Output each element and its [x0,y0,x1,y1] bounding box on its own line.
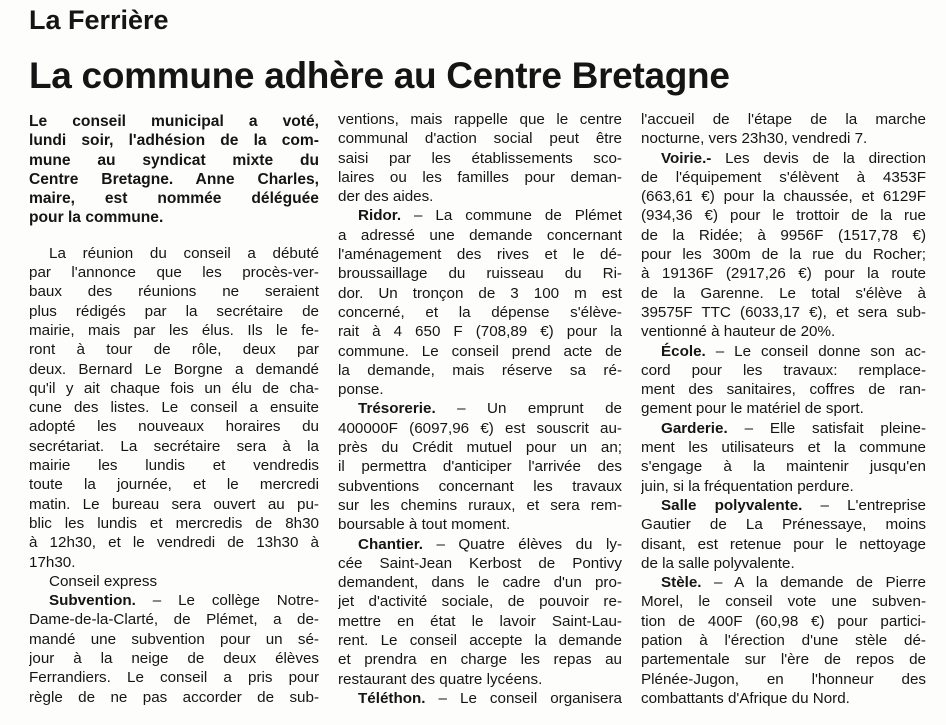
body-text: concerné, et la dépense s'élève- [338,303,622,321]
text-line [641,592,926,611]
body-text: rent. Le conseil accepte la demande [338,632,622,650]
body-text: communal d'action social peut être [338,130,622,148]
body-text: ment des sanitaires, coffres de ran- [641,381,926,399]
text-line [641,515,926,534]
body-text: sur les chemins ruraux, et sera rem- [338,496,622,514]
subhead-label: Salle polyvalente. [661,496,803,514]
subhead-label: Téléthon. [358,689,426,707]
body-text: subventions concernant les travaux [338,477,622,495]
text-line [29,514,319,533]
body-text: jour à la neige de deux élèves [29,650,319,668]
text-line [29,379,319,398]
text-line [641,187,926,206]
text-line [641,399,926,418]
text-line [641,149,926,168]
body-text: l'accueil de l'étape de la marche [641,111,926,128]
body-text: ventionné à hauteur de 20%. [641,323,836,341]
text-line [338,477,622,496]
text-line [338,535,622,554]
text-line [641,168,926,187]
text-line [29,495,319,514]
text-line [641,554,926,573]
article-column-1 [29,112,319,707]
text-line [338,245,622,264]
body-text: partementale sur l'ère de repos de [641,651,926,669]
body-text: ment les utilisateurs et la commune [641,439,926,457]
paragraph-gap [29,228,319,244]
text-line [641,631,926,650]
lead-text: Le conseil municipal a voté, [29,113,319,130]
body-text: il permettra d'anticiper l'arrivée des [338,458,622,476]
text-line [29,263,319,282]
body-text: jet d'activité sociale, de pouvoir re- [338,593,622,611]
section-kicker: La Ferrière [29,5,169,35]
text-line [641,226,926,245]
body-text: Morel, le conseil vote une subven- [641,593,926,611]
body-text: 39575F TTC (6033,17 €), et sera sub- [641,303,926,321]
body-text: juin, si la fréquentation perdure. [641,477,854,495]
text-line [29,688,319,707]
text-line [29,475,319,494]
subhead-label: Chantier. [358,535,423,553]
body-text: adopté les nouveaux horaires du [29,418,319,436]
text-line [29,302,319,321]
body-text: – Elle satisfait pleine- [727,419,926,437]
body-text: cune des listes. Le conseil a ensuite [29,399,319,417]
body-text: et prendra en charge les repas au [338,651,622,669]
body-text: – Le collège Notre- [135,592,319,610]
text-line [641,284,926,303]
body-text: – A la demande de Pierre [701,574,926,592]
text-line [338,399,622,418]
text-line [338,149,622,168]
text-line [338,554,622,573]
text-line [338,264,622,283]
body-text: laires ou les familles pour deman- [338,168,622,186]
body-text: mettre en état le lavoir Saint-Lau- [338,612,622,630]
text-line [338,206,622,225]
article-column-3 [641,110,926,708]
body-text: plus rédigés par la secrétaire de [29,302,319,320]
text-line [338,573,622,592]
body-text: de l'équipement s'élèvent à 4353F [641,168,926,186]
body-text: – Quatre élèves du ly- [422,535,622,553]
text-line [641,670,926,689]
lead-text: lundi soir, l'adhésion de la com- [29,132,319,150]
body-text: – Le conseil organisera [425,689,622,707]
text-line [641,535,926,554]
text-line [29,630,319,649]
body-text: rait à 4 650 F (708,89 €) pour la [338,323,622,341]
body-text: – La commune de Plémet [401,207,622,225]
subhead-label: Garderie. [661,419,728,437]
text-line [641,650,926,669]
text-line [338,110,622,129]
body-text: commune. Le conseil prend acte de [338,342,622,360]
text-line [338,650,622,669]
body-text: la demande, mais réserve sa ré- [338,361,622,379]
text-line [641,264,926,283]
text-line [338,419,622,438]
text-line [641,612,926,631]
body-text: toute la journée, et le mercredi [29,476,319,494]
body-text: ventions, mais rappelle que le centre [338,111,622,128]
lead-line [29,151,319,170]
text-line [338,380,622,399]
body-text: restaurant des quatre lycéens. [338,670,543,688]
text-line [338,361,622,380]
body-text: de la Garenne. Le total s'élève à [641,284,926,302]
body-text: baux des réunions ne seraient [29,283,319,301]
body-text: mairie les lundis et vendredis [29,457,319,475]
body-text: combattants d'Afrique du Nord. [641,689,850,707]
body-text: cée Saint-Jean Kerbost de Pontivy [338,554,622,572]
text-line [29,591,319,610]
body-text: pation à l'érection d'une stèle dé- [641,632,926,650]
body-text: à 19136F (2917,26 €) pour la route [641,265,926,283]
text-line [338,612,622,631]
body-text: de la Ridée; à 9956F (1517,78 €) [641,226,926,244]
body-text: (934,36 €) pour le trottoir de la rue [641,207,926,225]
body-text: Conseil express [49,572,158,590]
body-text: dor. Un tronçon de 3 100 m est [338,284,622,302]
text-line [29,244,319,263]
text-line [641,206,926,225]
text-line [29,417,319,436]
body-text: 17h30. [29,553,76,571]
lead-line [29,131,319,150]
body-text: près du Crédit mutuel pour un an; [338,439,622,457]
text-line [338,226,622,245]
lead-text: mune au syndicat mixte du [29,151,319,169]
body-text: blic les lundis et mercredis de 8h30 [29,514,319,532]
text-line [29,572,319,591]
lead-text: pour la commune. [29,209,164,227]
text-line [29,321,319,340]
article-headline: La commune adhère au Centre Bretagne [29,55,730,96]
body-text: (663,61 €) pour la chaussée, et 6129F [641,188,926,206]
body-text: demandent, dans le cadre d'un pro- [338,574,622,592]
text-line [641,303,926,322]
text-line [338,631,622,650]
lead-line [29,189,319,208]
text-line [29,668,319,687]
body-text: de la salle polyvalente. [641,554,795,572]
text-line [641,245,926,264]
text-line [338,168,622,187]
text-line [338,689,622,708]
body-text: – Un emprunt de [435,400,622,418]
body-text: par l'annonce que les procès-ver- [29,264,319,282]
body-text: pour les 300m de la rue du Rocher; [641,246,926,264]
body-text: disant, est retenue pour le nettoyage [641,535,926,553]
text-line [641,322,926,341]
body-text: nocturne, vers 23h30, vendredi 7. [641,130,868,148]
body-text: Les devis de la direction [711,149,926,167]
text-line [338,457,622,476]
subhead-label: Ridor. [358,207,402,225]
text-line [29,553,319,572]
body-text: Dame-de-la-Clarté, de Plémet, a de- [29,611,319,629]
body-text: der des aides. [338,188,434,206]
body-text: broussaillage du ruisseau du Ri- [338,265,622,283]
text-line [641,477,926,496]
body-text: gement pour le matériel de sport. [641,400,864,418]
body-text: Gautier de La Prénessaye, moins [641,516,926,534]
text-line [29,610,319,629]
text-line [29,437,319,456]
body-text: ponse. [338,381,384,399]
lead-line [29,208,319,227]
lead-text: Centre Bretagne. Anne Charles, [29,170,319,188]
body-text: mairie, mais par les élus. Ils le fe- [29,321,319,339]
text-line [641,689,926,708]
body-text: l'aménagement des rives et le dé- [338,246,622,264]
body-text: 400000F (6097,96 €) est souscrit au- [338,419,622,437]
text-line [338,670,622,689]
subhead-label: Stèle. [661,574,702,592]
text-line [641,419,926,438]
body-text: qu'il y ait chaque fois un élu de cha- [29,379,319,397]
text-line [641,342,926,361]
text-line [641,457,926,476]
text-line [338,515,622,534]
subhead-label: Voirie.- [661,149,712,167]
lead-text: maire, est nommée déléguée [29,190,319,208]
body-text: – L'entreprise [802,496,926,514]
body-text: Ferrandiers. Le conseil a pris pour [29,669,319,687]
text-line [29,649,319,668]
text-line [29,282,319,301]
body-text: cord pour les travaux: remplace- [641,361,926,379]
subhead-label: École. [661,342,706,360]
text-line [338,342,622,361]
body-text: deux. Bernard Le Borgne a demandé [29,360,319,378]
body-text: à 12h30, et le vendredi de 13h30 à [29,534,319,552]
body-text: Plénée-Jugon, en l'honneur des [641,670,926,688]
text-line [338,303,622,322]
body-text: tion de 400F (60,98 €) pour partici- [641,612,926,630]
body-text: boursable à tout moment. [338,516,511,534]
body-text: La réunion du conseil a débuté [49,244,319,262]
text-line [641,496,926,515]
body-text: s'engage à la maintenir jusqu'en [641,458,926,476]
text-line [29,340,319,359]
lead-line [29,112,319,131]
body-text: ront à tour de rôle, deux par [29,341,319,359]
text-line [641,380,926,399]
lead-line [29,170,319,189]
body-text: matin. Le bureau sera ouvert au pu- [29,495,319,513]
subhead-label: Subvention. [49,592,136,610]
text-line [338,496,622,515]
text-line [338,592,622,611]
body-text: a adressé une demande concernant [338,226,622,244]
body-text: règle de ne pas accorder de sub- [29,688,319,706]
text-line [29,398,319,417]
article-column-2 [338,110,622,708]
text-line [641,438,926,457]
text-line [641,110,926,129]
subhead-label: Trésorerie. [358,400,436,418]
text-line [641,129,926,148]
text-line [338,284,622,303]
text-line [641,361,926,380]
body-text: – Le conseil donne son ac- [705,342,926,360]
text-line [29,533,319,552]
body-text: saisi par les établissements sco- [338,149,622,167]
body-text: mandé une subvention pour un sé- [29,630,319,648]
text-line [29,456,319,475]
body-text: secrétariat. La secrétaire sera à la [29,437,319,455]
text-line [338,438,622,457]
text-line [641,573,926,592]
text-line [338,129,622,148]
text-line [338,187,622,206]
text-line [29,360,319,379]
text-line [338,322,622,341]
